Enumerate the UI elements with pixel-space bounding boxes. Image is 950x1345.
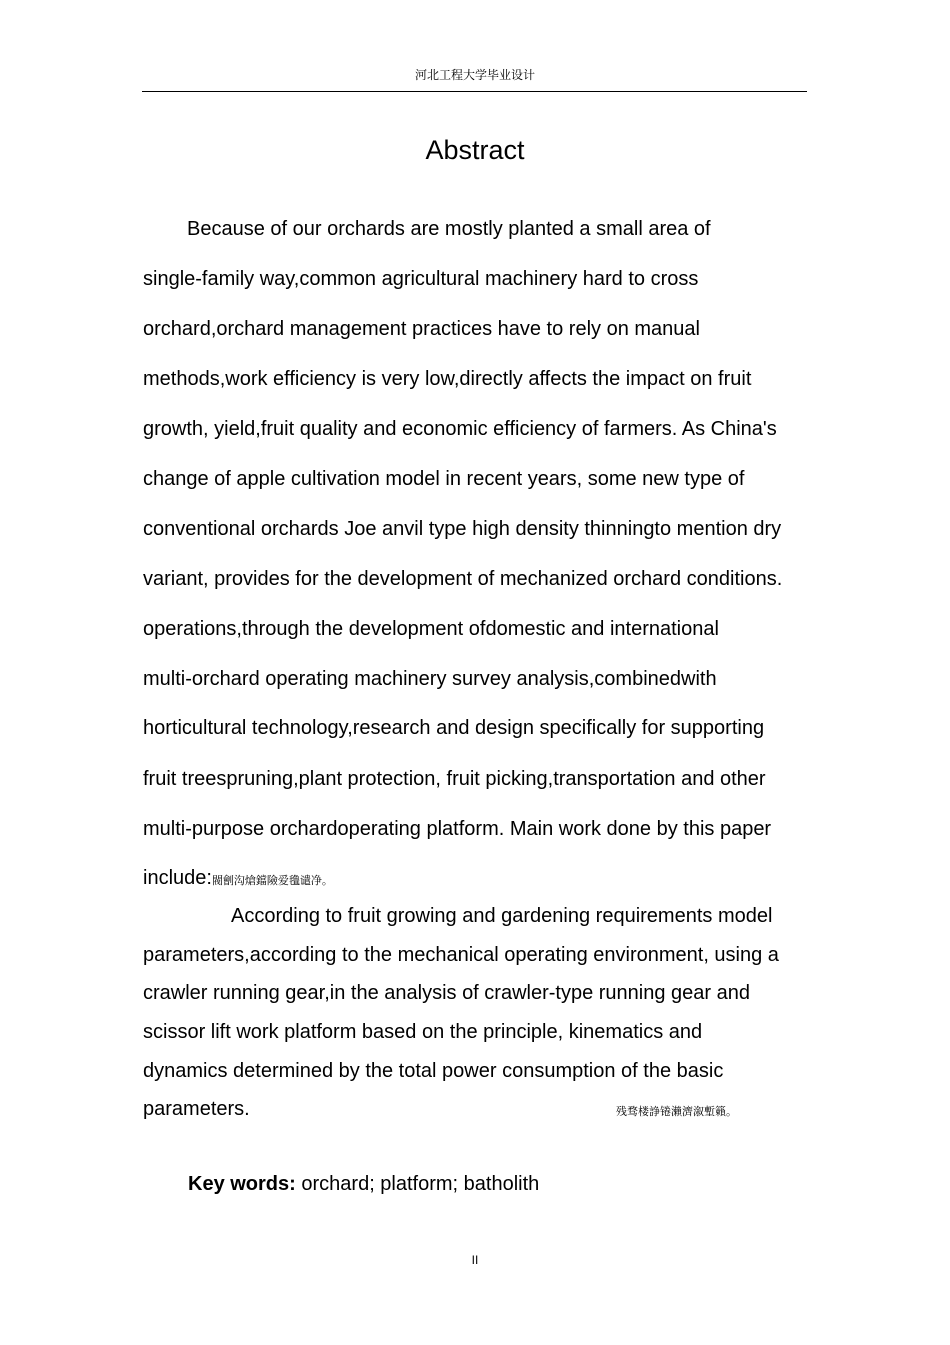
paragraph1-garbled-text: 閥劊沟熗鐺險爱氇谴净。: [211, 874, 333, 887]
paragraph1-line: single-family way,common agricultural machinery hard to cross: [143, 268, 699, 290]
paragraph2-line: parameters.: [143, 1098, 250, 1120]
paragraph1-line: orchard,orchard management practices have to rely on manual: [143, 318, 700, 340]
abstract-title: Abstract: [425, 135, 525, 165]
paragraph2-line: parameters,according to the mechanical operating environment, using a: [143, 944, 779, 966]
paragraph1-line: growth, yield,fruit quality and economic efficiency of farmers. As China's: [143, 418, 777, 440]
paragraph1-line: fruit treespruning,plant protection, fruit picking,transportation and other: [143, 768, 766, 790]
paragraph2-line: scissor lift work platform based on the principle, kinematics and: [143, 1021, 703, 1043]
paragraph2-line: crawler running gear,in the analysis of crawler-type running gear and: [143, 982, 751, 1004]
paragraph1-last-line: [143, 867, 333, 890]
paragraph1-line: conventional orchards Joe anvil type high density thinningto mention dry: [143, 518, 782, 540]
paragraph1-line: operations,through the development ofdomestic and international: [143, 618, 719, 640]
paragraph1-line: variant, provides for the development of mechanized orchard conditions.: [143, 568, 783, 590]
keywords-label: Key words:: [188, 1173, 296, 1195]
paragraph2-line: According to fruit growing and gardening requirements model: [231, 905, 773, 927]
paragraph1-line: multi-purpose orchardoperating platform. Main work done by this paper: [143, 818, 772, 840]
header-rule: [142, 91, 807, 92]
paragraph1-last-line-text: include:: [143, 867, 212, 889]
paragraph2-garbled-text: 残骛楼諍锩瀨濟溆塹籟。: [616, 1105, 737, 1118]
page-header: 河北工程大学毕业设计: [414, 68, 535, 82]
paragraph1-line: horticultural technology,research and design specifically for supporting: [143, 717, 765, 739]
paragraph2-line: dynamics determined by the total power consumption of the basic: [143, 1060, 724, 1082]
page-number: II: [471, 1253, 479, 1267]
paragraph1-line: multi-orchard operating machinery survey analysis,combinedwith: [143, 668, 717, 690]
keywords-value: orchard; platform; batholith: [301, 1173, 540, 1195]
paragraph1-line: change of apple cultivation model in recent years, some new type of: [143, 468, 745, 490]
keywords-line: [188, 1173, 539, 1196]
paragraph1-line: Because of our orchards are mostly planted a small area of: [187, 218, 711, 240]
paragraph1-line: methods,work efficiency is very low,directly affects the impact on fruit: [143, 368, 752, 390]
